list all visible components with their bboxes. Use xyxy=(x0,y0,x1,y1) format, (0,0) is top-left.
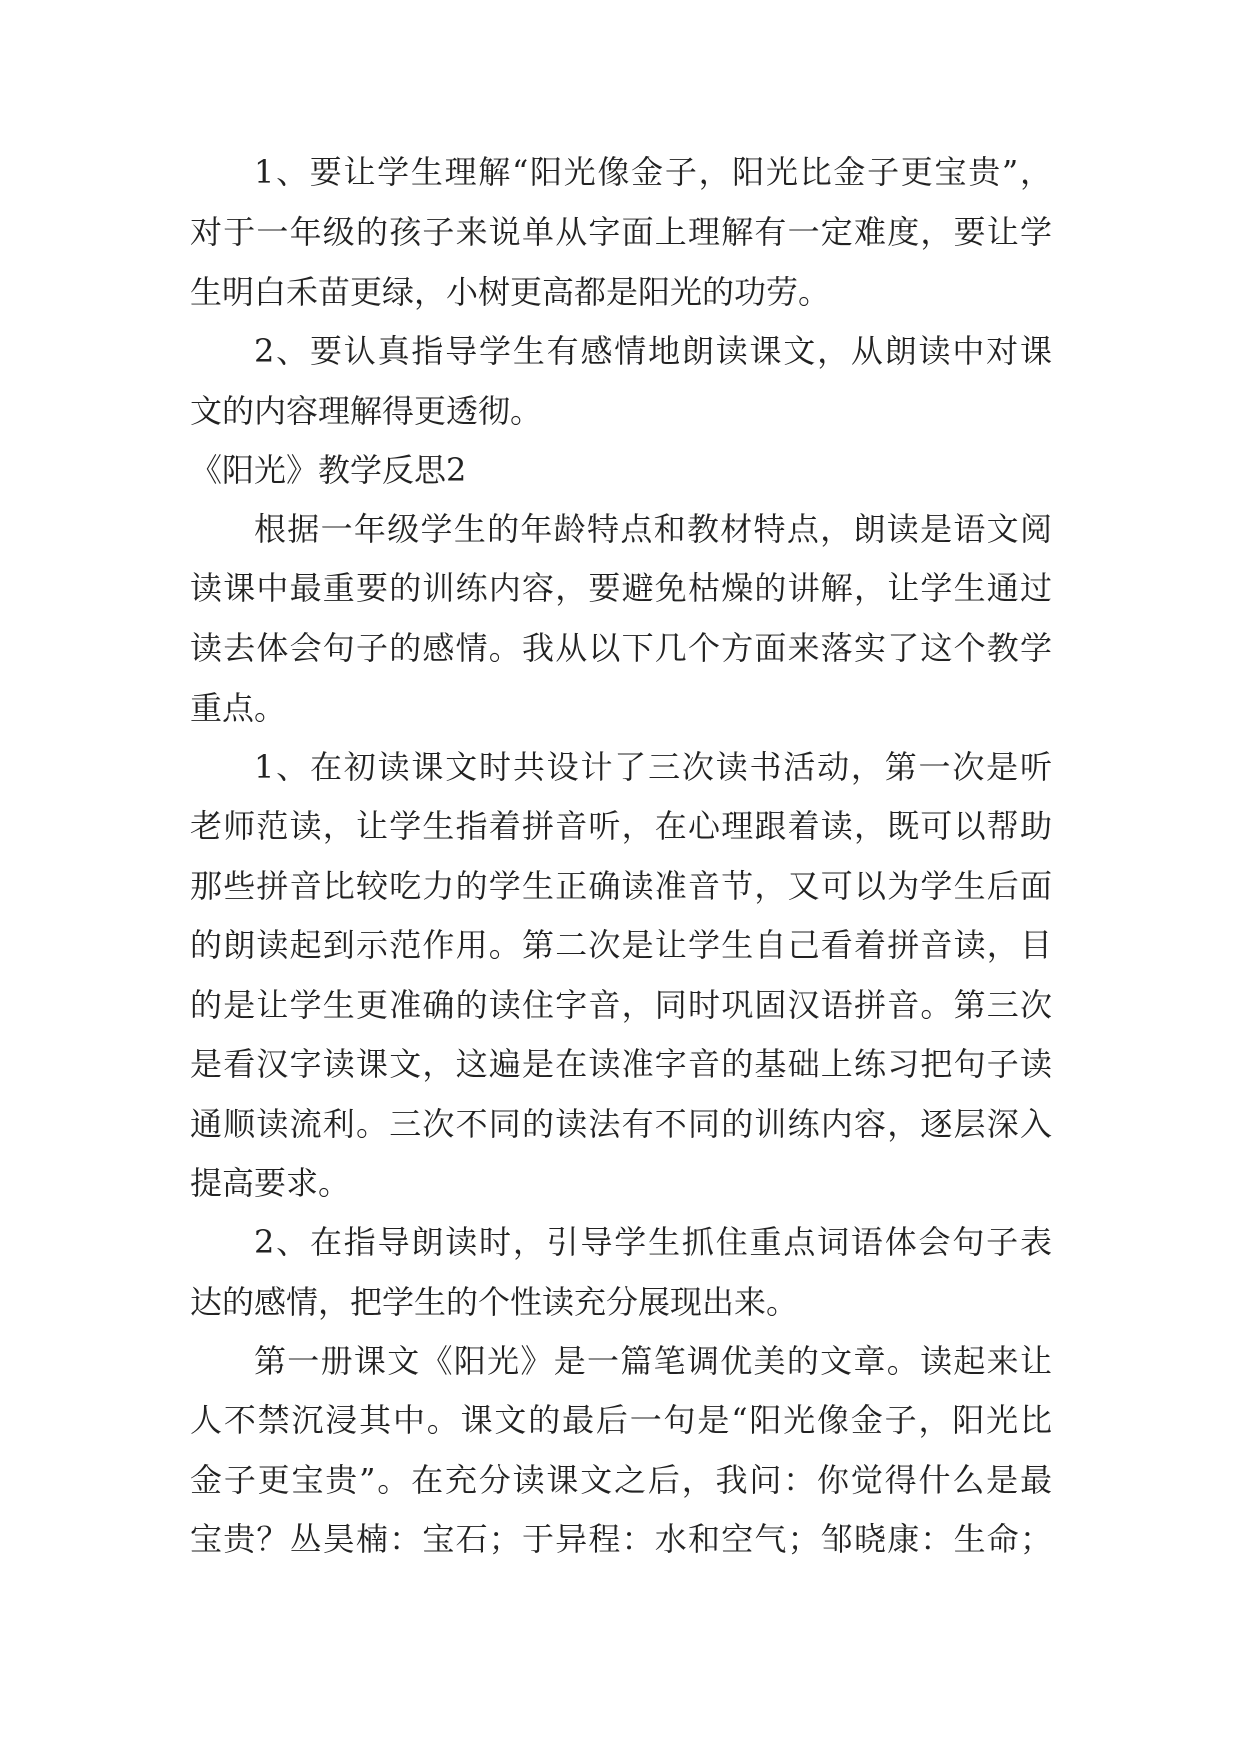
text-line: 读去体会句子的感情。我从以下几个方面来落实了这个教学 xyxy=(190,629,1052,667)
text-line: 通顺读流利。三次不同的读法有不同的训练内容，逐层深入 xyxy=(190,1105,1052,1143)
text-line: 是看汉字读课文，这遍是在读准字音的基础上练习把句子读 xyxy=(190,1045,1052,1083)
text-line: 1、在初读课文时共设计了三次读书活动，第一次是听 xyxy=(254,748,1052,786)
text-line: 达的感情，把学生的个性读充分展现出来。 xyxy=(190,1283,799,1321)
text-line: 对于一年级的孩子来说单从字面上理解有一定难度，要让学 xyxy=(190,213,1052,251)
section-heading: 《阳光》教学反思2 xyxy=(190,451,467,489)
text-line: 根据一年级学生的年龄特点和教材特点，朗读是语文阅 xyxy=(254,510,1052,548)
text-line: 重点。 xyxy=(190,689,287,727)
text-line: 文的内容理解得更透彻。 xyxy=(190,392,543,430)
text-line: 提高要求。 xyxy=(190,1164,351,1202)
text-line: 第一册课文《阳光》是一篇笔调优美的文章。读起来让 xyxy=(254,1342,1052,1380)
text-line: 2、要认真指导学生有感情地朗读课文，从朗读中对课 xyxy=(254,332,1052,370)
text-line: 那些拼音比较吃力的学生正确读准音节，又可以为学生后面 xyxy=(190,867,1052,905)
text-line: 2、在指导朗读时，引导学生抓住重点词语体会句子表 xyxy=(254,1223,1052,1261)
text-line: 生明白禾苗更绿，小树更高都是阳光的功劳。 xyxy=(190,273,831,311)
text-line: 金子更宝贵”。在充分读课文之后，我问：你觉得什么是最 xyxy=(190,1461,1052,1499)
text-line: 老师范读，让学生指着拼音听，在心理跟着读，既可以帮助 xyxy=(190,807,1052,845)
text-line: 的朗读起到示范作用。第二次是让学生自己看着拼音读，目 xyxy=(190,926,1052,964)
text-line: 宝贵？丛昊楠：宝石；于异程：水和空气；邹晓康：生命； xyxy=(190,1520,1052,1558)
text-line: 读课中最重要的训练内容，要避免枯燥的讲解，让学生通过 xyxy=(190,569,1052,607)
text-line: 的是让学生更准确的读住字音，同时巩固汉语拼音。第三次 xyxy=(190,986,1052,1024)
text-line: 人不禁沉浸其中。课文的最后一句是“阳光像金子，阳光比 xyxy=(190,1401,1052,1439)
text-line: 1、要让学生理解“阳光像金子，阳光比金子更宝贵”， xyxy=(254,153,1052,191)
